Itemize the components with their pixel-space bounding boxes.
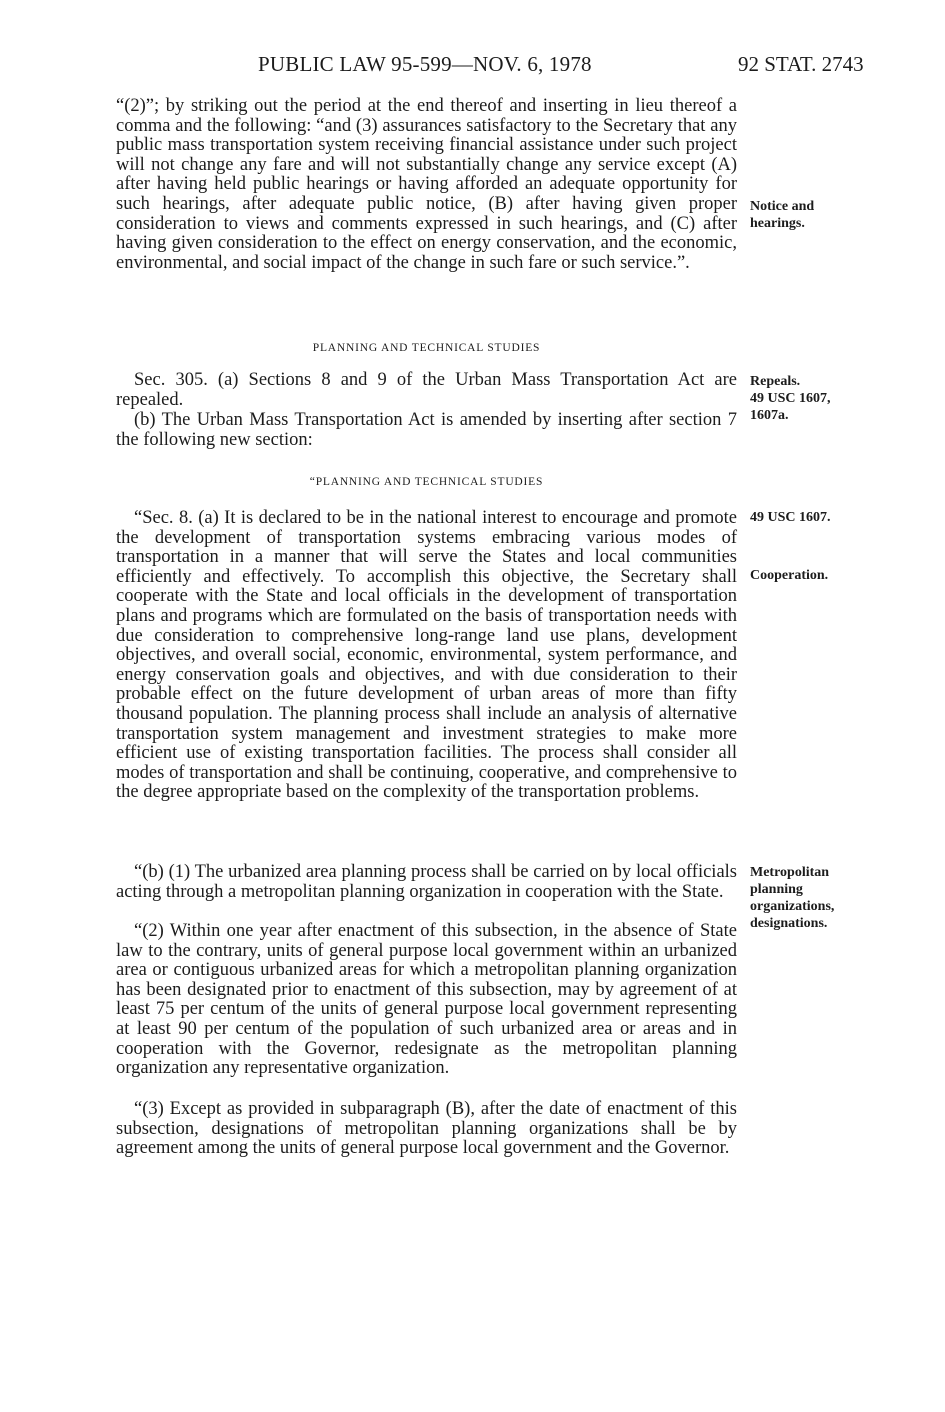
- section-heading-quoted: “PLANNING AND TECHNICAL STUDIES: [309, 476, 544, 488]
- paragraph-sec-8-a: “Sec. 8. (a) It is declared to be in the national interest to encourage and promote the development of transportation systems embracing various modes of transportation in a manner that will serve the States and local communities efficiently and effectively. To accomplish this objective, the Secretary shall cooperate with the State and local officials in the development of transportation plans and programs which are formulated on the basis of transportation needs with due consideration to comprehensive long-range land use plans, development objectives, and overall social, economic, environmental, system performance, and energy conservation goals and objectives, and with due consideration to their probable effect on the future development of urban areas of more than fifty thousand population. The planning process shall include an analysis of alternative transportation system management and investment strategies to make more efficient use of existing transportation facilities. The process shall consider all modes of transportation and shall be continuing, cooperative, and comprehensive to the degree appropriate based on the complexity of the transportation problems.: [116, 508, 737, 803]
- paragraph-b-3: “(3) Except as provided in subparagraph (B), after the date of enactment of this subsection, designations of metropolitan planning organizations shall be by agreement among the units of general purpose local government and the Governor.: [116, 1099, 737, 1159]
- margin-note-notice-hearings: Notice and hearings.: [750, 199, 815, 231]
- margin-note-cooperation: Cooperation.: [750, 568, 829, 583]
- page-number: 92 STAT. 2743: [738, 52, 864, 76]
- paragraph-intro: “(2)”; by striking out the period at the end thereof and inserting in lieu thereof a comma and the following: “and (3) assurances satisfactory to the Secretary that any public mass transportation system receiving financial assistance under such project will not change any fare and will not substantially change any service except (A) after having held public hearings or having afforded an adequate opportunity for such hearings, after adequate public notice, (B) after having given proper consideration to views and comments expressed in such hearings, and (C) after having given consideration to the effect on energy conservation, and the economic, environmental, and social impact of the change in such fare or such service.”.: [116, 96, 737, 273]
- paragraph-sec-305-a: Sec. 305. (a) Sections 8 and 9 of the Urban Mass Transportation Act are repealed.: [116, 370, 737, 410]
- margin-note-repeals: Repeals. 49 USC 1607, 1607a.: [750, 374, 831, 423]
- paragraph-b-1: “(b) (1) The urbanized area planning process shall be carried on by local officials acting through a metropolitan planning organization in cooperation with the State.: [116, 862, 737, 902]
- section-heading: PLANNING AND TECHNICAL STUDIES: [312, 342, 541, 354]
- margin-note-metropolitan: Metropolitan planning organizations, designations.: [750, 865, 835, 931]
- margin-note-usc: 49 USC 1607.: [750, 510, 831, 525]
- running-header: PUBLIC LAW 95-599—NOV. 6, 1978: [258, 52, 592, 76]
- paragraph-b-2: “(2) Within one year after enactment of this subsection, in the absence of State law to the contrary, units of general purpose local government within an urbanized area or contiguous urbanized areas for which a metropolitan planning organization has been designated prior to enactment of this subsection, may by agreement of at least 75 per centum of the units of general purpose local government representing at least 90 per centum of the population of such urbanized area or areas and in cooperation with the Governor, redesignate as the metropolitan planning organization any representative organization.: [116, 921, 737, 1079]
- paragraph-sec-305-b: (b) The Urban Mass Transportation Act is amended by inserting after section 7 the following new section:: [116, 410, 737, 450]
